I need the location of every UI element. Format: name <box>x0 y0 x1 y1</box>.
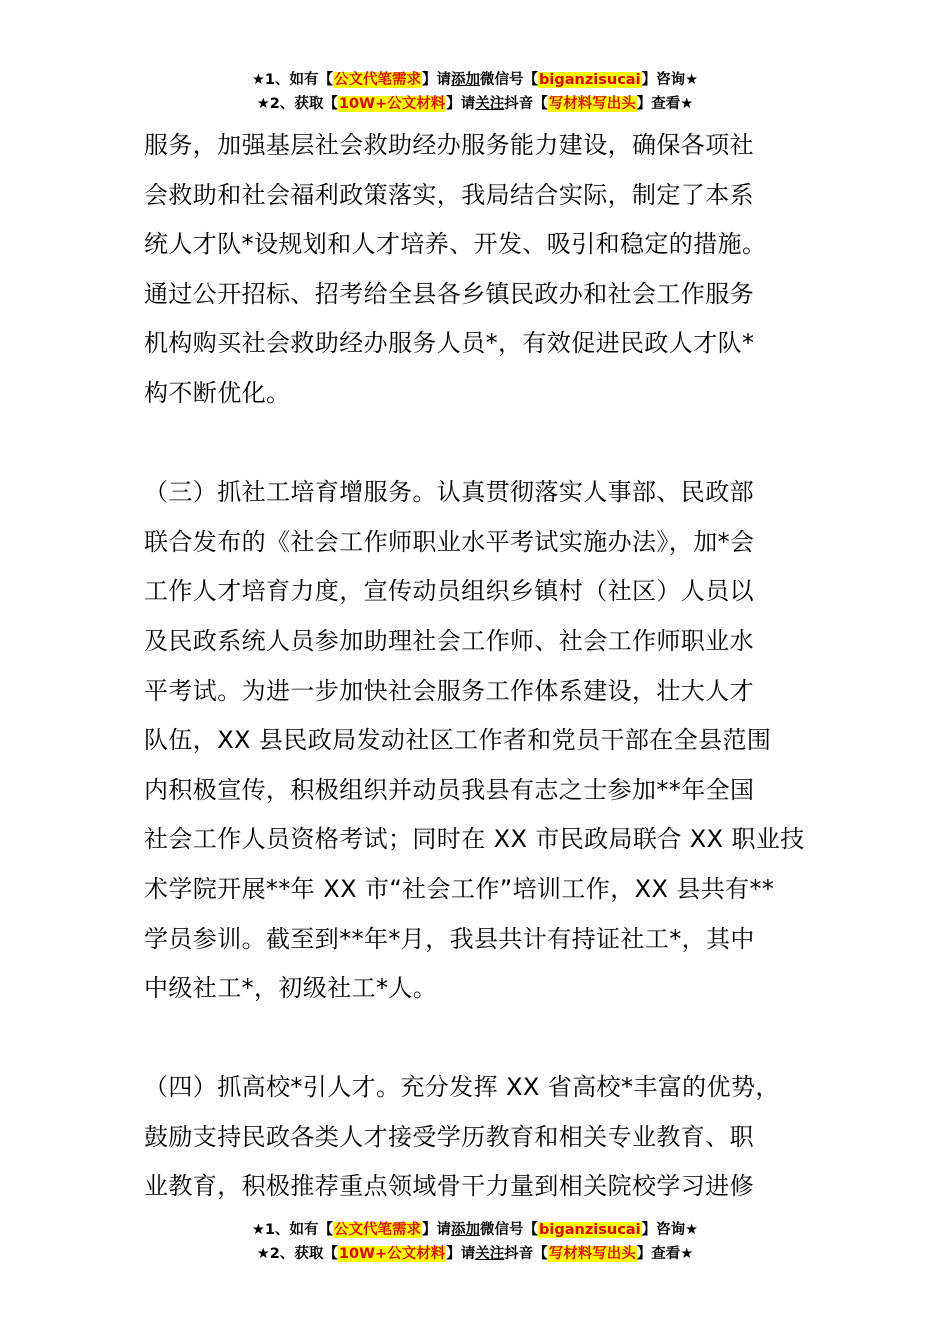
banner-text: 抖音【 <box>504 1246 548 1262</box>
banner-underline: 关注 <box>475 1246 505 1262</box>
banner-text: 】请 <box>422 1222 452 1238</box>
text-line: 联合发布的《社会工作师职业水平考试实施办法》，加*会 <box>144 527 755 556</box>
text-line: 通过公开招标、招考给全县各乡镇民政办和社会工作服务 <box>144 279 754 308</box>
banner-text: 】请 <box>446 1246 476 1262</box>
banner-text: 抖音【 <box>504 96 548 112</box>
banner-line-1 <box>0 1218 950 1242</box>
banner-text: 】请 <box>422 72 452 88</box>
text-line: 服务，加强基层社会救助经办服务能力建设，确保各项社 <box>144 131 754 159</box>
paragraph-gap <box>144 1014 814 1064</box>
text-line: （四）抓高校*引人才。充分发挥 XX 省高校*丰富的优势， <box>144 1073 780 1102</box>
banner-highlight: 10W+公文材料 <box>338 1246 446 1262</box>
banner-highlight: 写材料写出头 <box>548 1246 636 1262</box>
paragraph-2 <box>144 468 814 1014</box>
text-line: 机构购买社会救助经办服务人员*，有效促进民政人才队* <box>144 329 755 358</box>
text-line: 社会工作人员资格考试；同时在 XX 市民政局联合 XX 职业技 <box>144 825 805 854</box>
text-line: 中级社工*，初级社工*人。 <box>144 974 438 1003</box>
banner-highlight: 10W+公文材料 <box>338 96 446 112</box>
banner-highlight: 公文代笔需求 <box>334 72 422 88</box>
banner-line-1 <box>0 68 950 92</box>
text-line: 业教育，积极推荐重点领域骨干力量到相关院校学习进修 <box>144 1172 754 1201</box>
banner-text: 】查看★ <box>636 96 694 112</box>
text-line: 术学院开展**年 XX 市“社会工作”培训工作，XX 县共有** <box>144 874 775 903</box>
paragraph-1 <box>144 121 814 419</box>
banner-underline: 添加 <box>451 72 481 88</box>
text-line: 会救助和社会福利政策落实，我局结合实际，制定了本系 <box>144 180 754 209</box>
text-line: 平考试。为进一步加快社会服务工作体系建设，壮大人才 <box>144 676 754 705</box>
banner-highlight: 写材料写出头 <box>548 96 636 112</box>
banner-highlight: biganzisucai <box>539 72 641 88</box>
paragraph-gap <box>144 419 814 469</box>
text-line: 统人才队*设规划和人才培养、开发、吸引和稳定的措施。 <box>144 230 767 259</box>
header-banner <box>0 68 950 116</box>
footer-banner <box>0 1218 950 1266</box>
banner-text: ★1、如有【 <box>251 1222 334 1238</box>
text-line: （三）抓社工培育增服务。认真贯彻落实人事部、民政部 <box>144 478 754 507</box>
banner-underline: 关注 <box>475 96 505 112</box>
text-line: 队伍，XX 县民政局发动社区工作者和党员干部在全县范围 <box>144 726 772 755</box>
banner-text: 】请 <box>446 96 476 112</box>
text-line: 内积极宣传，积极组织并动员我县有志之士参加**年全国 <box>144 775 755 804</box>
text-line: 及民政系统人员参加助理社会工作师、社会工作师职业水 <box>144 626 754 655</box>
banner-text: 微信号【 <box>480 1222 539 1238</box>
banner-text: 】咨询★ <box>641 72 699 88</box>
banner-underline: 添加 <box>451 1222 481 1238</box>
banner-line-2 <box>0 1242 950 1266</box>
banner-text: 】查看★ <box>636 1246 694 1262</box>
text-line: 工作人才培育力度，宣传动员组织乡镇村（社区）人员以 <box>144 577 754 606</box>
paragraph-3 <box>144 1063 814 1212</box>
banner-text: ★2、获取【 <box>256 96 338 112</box>
text-line: 构不断优化。 <box>144 378 291 407</box>
text-line: 学员参训。截至到**年*月，我县共计有持证社工*，其中 <box>144 924 755 953</box>
banner-text: 】咨询★ <box>641 1222 699 1238</box>
text-line: 鼓励支持民政各类人才接受学历教育和相关专业教育、职 <box>144 1122 754 1151</box>
banner-text: ★1、如有【 <box>251 72 334 88</box>
banner-highlight: biganzisucai <box>539 1222 641 1238</box>
document-body <box>144 121 814 1212</box>
banner-text: 微信号【 <box>480 72 539 88</box>
banner-highlight: 公文代笔需求 <box>334 1222 422 1238</box>
banner-text: ★2、获取【 <box>256 1246 338 1262</box>
banner-line-2 <box>0 92 950 116</box>
